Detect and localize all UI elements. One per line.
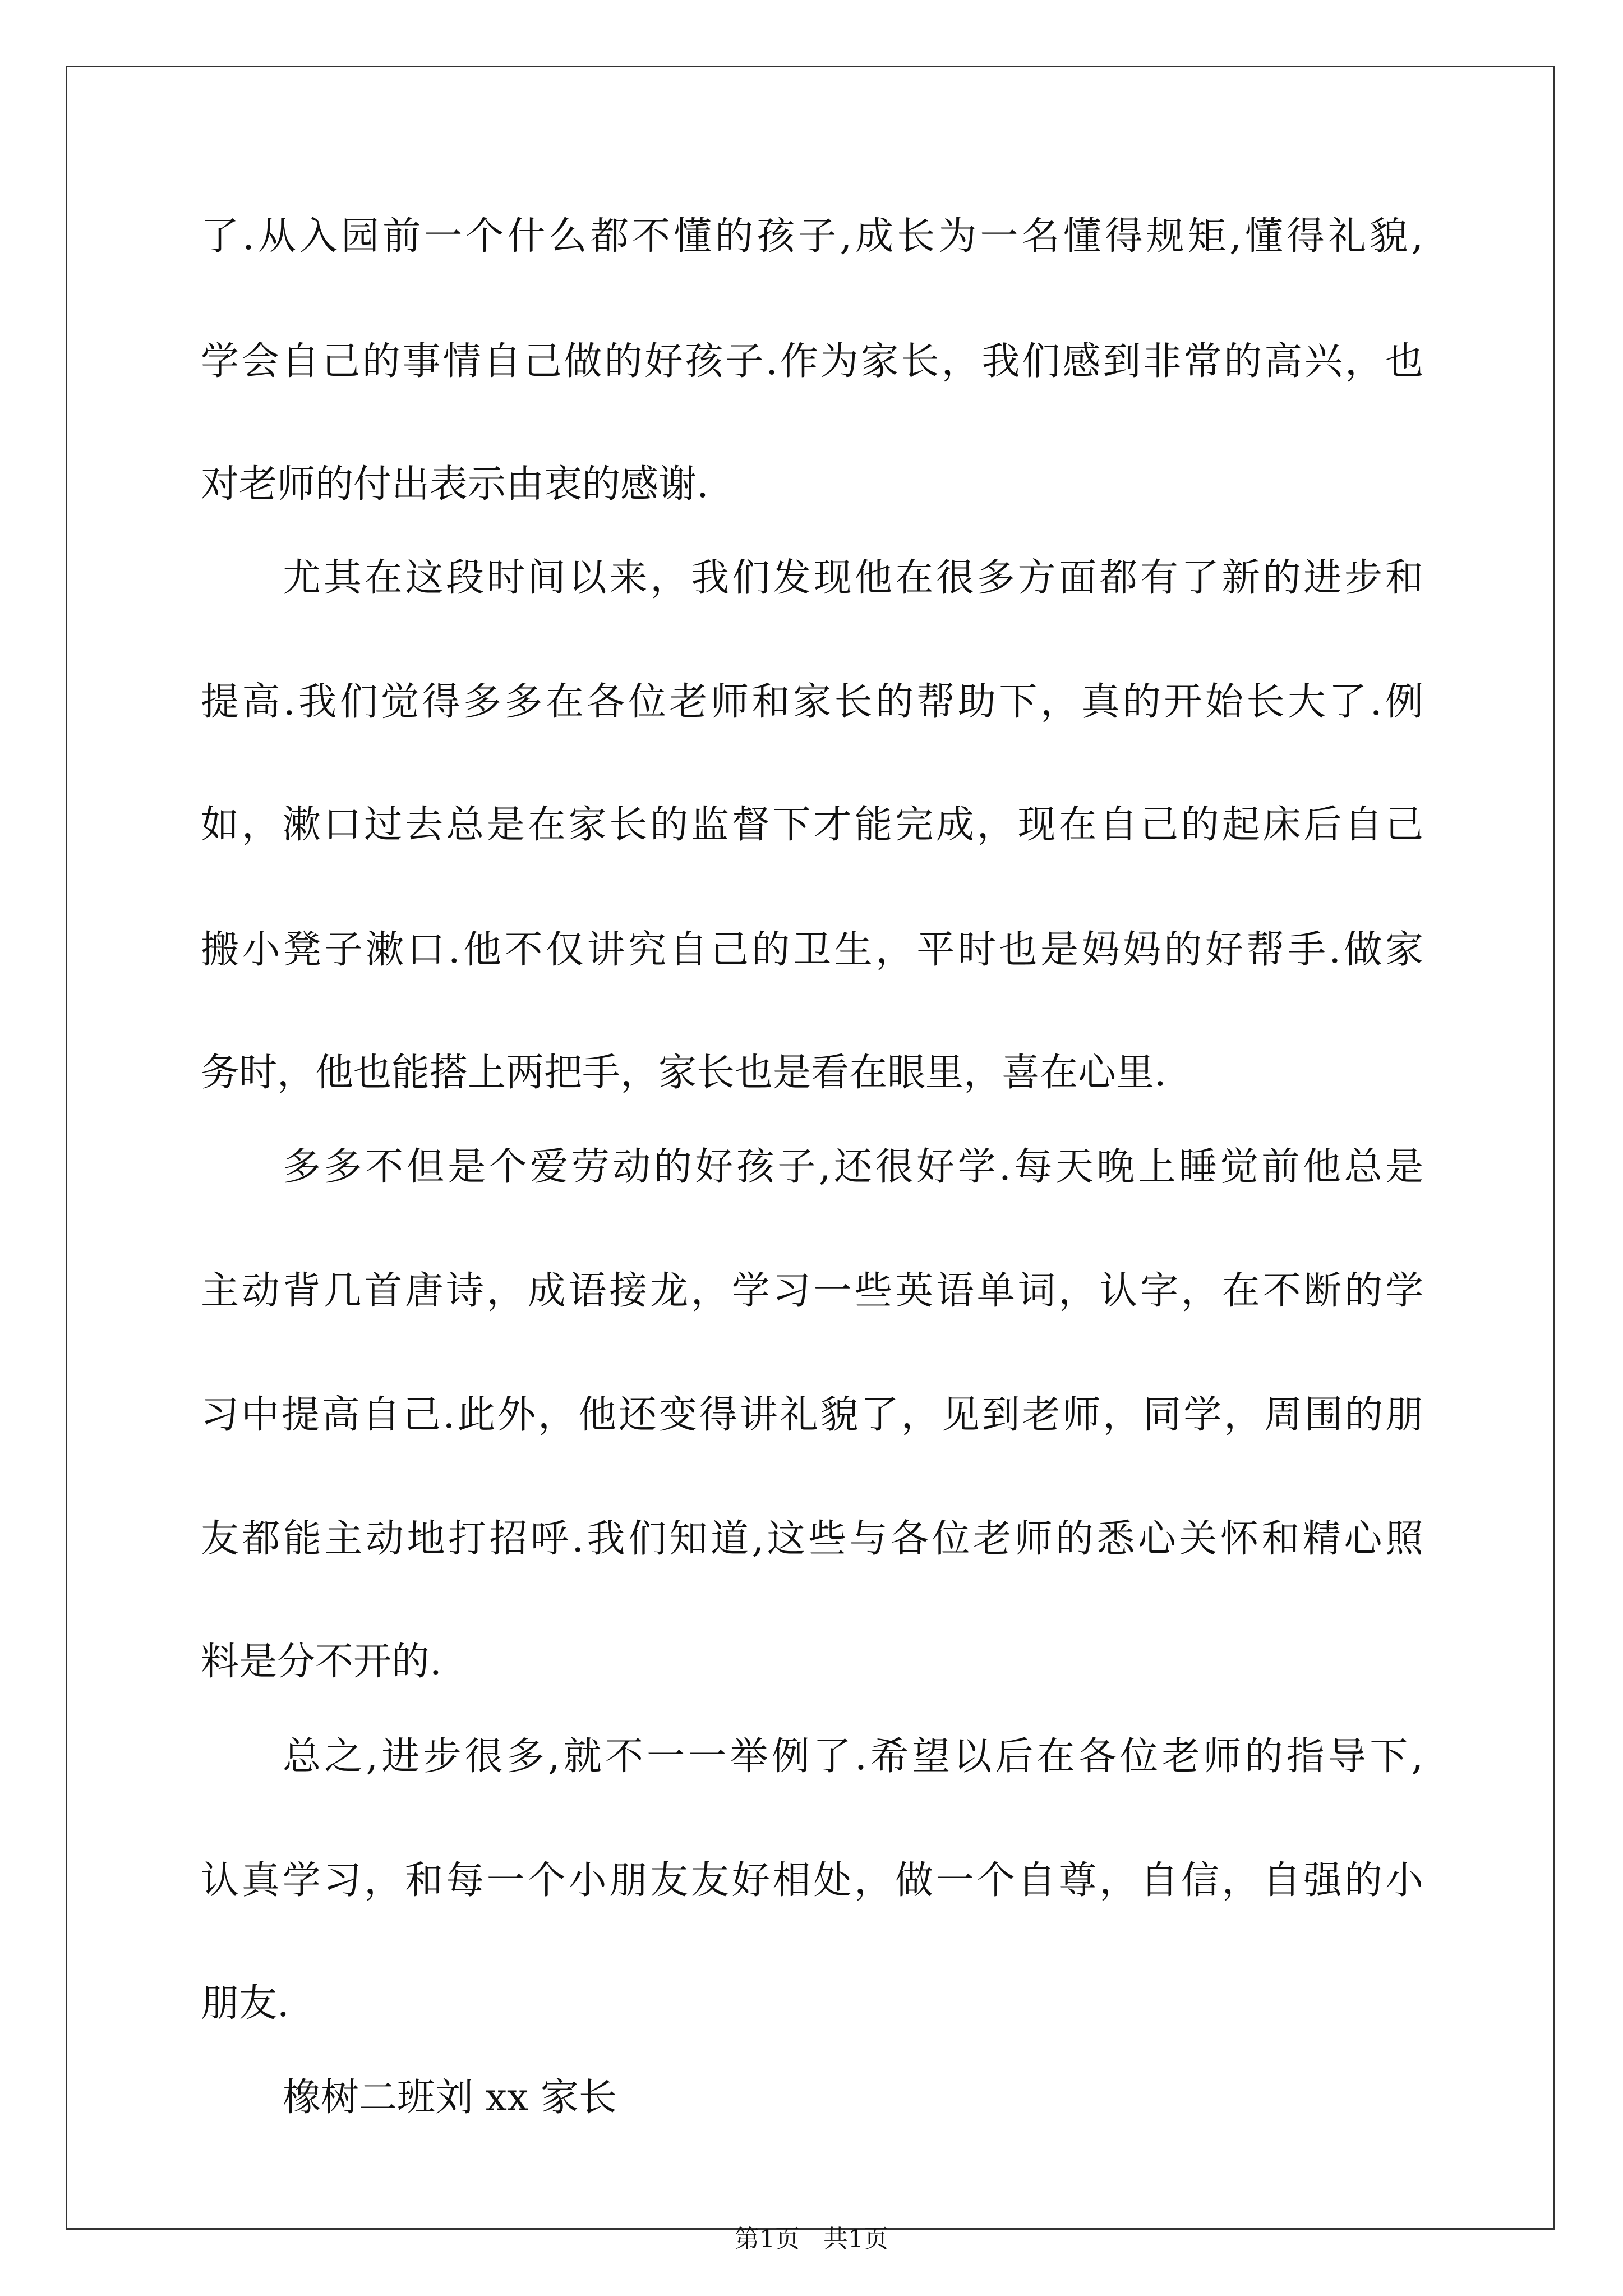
paragraph-3-line-5: 料是分不开的. <box>201 1640 442 1684</box>
paragraph-2-line-2: 提高.我们觉得多多在各位老师和家长的帮助下，真的开始长大了.例 <box>201 680 1423 724</box>
signature-line: 橡树二班刘 xx 家长 <box>283 2076 617 2120</box>
paragraph-1-line-2: 学会自己的事情自己做的好孩子.作为家长，我们感到非常的高兴，也 <box>201 339 1423 384</box>
paragraph-2-line-1: 尤其在这段时间以来，我们发现他在很多方面都有了新的进步和 <box>283 556 1423 600</box>
paragraph-3-line-2: 主动背几首唐诗，成语接龙，学习一些英语单词，认字，在不断的学 <box>201 1269 1423 1313</box>
paragraph-2-line-3: 如，漱口过去总是在家长的监督下才能完成，现在自己的起床后自己 <box>201 803 1423 847</box>
paragraph-4-line-2: 认真学习，和每一个小朋友友好相处，做一个自尊，自信，自强的小 <box>201 1858 1423 1903</box>
paragraph-1-line-1: 了.从入园前一个什么都不懂的孩子,成长为一名懂得规矩,懂得礼貌, <box>201 214 1423 259</box>
paragraph-3-line-4: 友都能主动地打招呼.我们知道,这些与各位老师的悉心关怀和精心照 <box>201 1517 1423 1561</box>
paragraph-2-line-5: 务时，他也能搭上两把手，家长也是看在眼里，喜在心里. <box>201 1051 1166 1095</box>
paragraph-1-line-3: 对老师的付出表示由衷的感谢. <box>201 462 709 507</box>
paragraph-3-line-1: 多多不但是个爱劳动的好孩子,还很好学.每天晚上睡觉前他总是 <box>283 1145 1423 1189</box>
paragraph-4-line-1: 总之,进步很多,就不一一举例了.希望以后在各位老师的指导下, <box>283 1734 1423 1779</box>
page-footer: 第1页 共1页 <box>735 2225 888 2253</box>
paragraph-2-line-4: 搬小凳子漱口.他不仅讲究自己的卫生，平时也是妈妈的好帮手.做家 <box>201 928 1423 972</box>
paragraph-4-line-3: 朋友. <box>201 1981 289 2026</box>
paragraph-3-line-3: 习中提高自己.此外，他还变得讲礼貌了，见到老师，同学，周围的朋 <box>201 1393 1423 1437</box>
